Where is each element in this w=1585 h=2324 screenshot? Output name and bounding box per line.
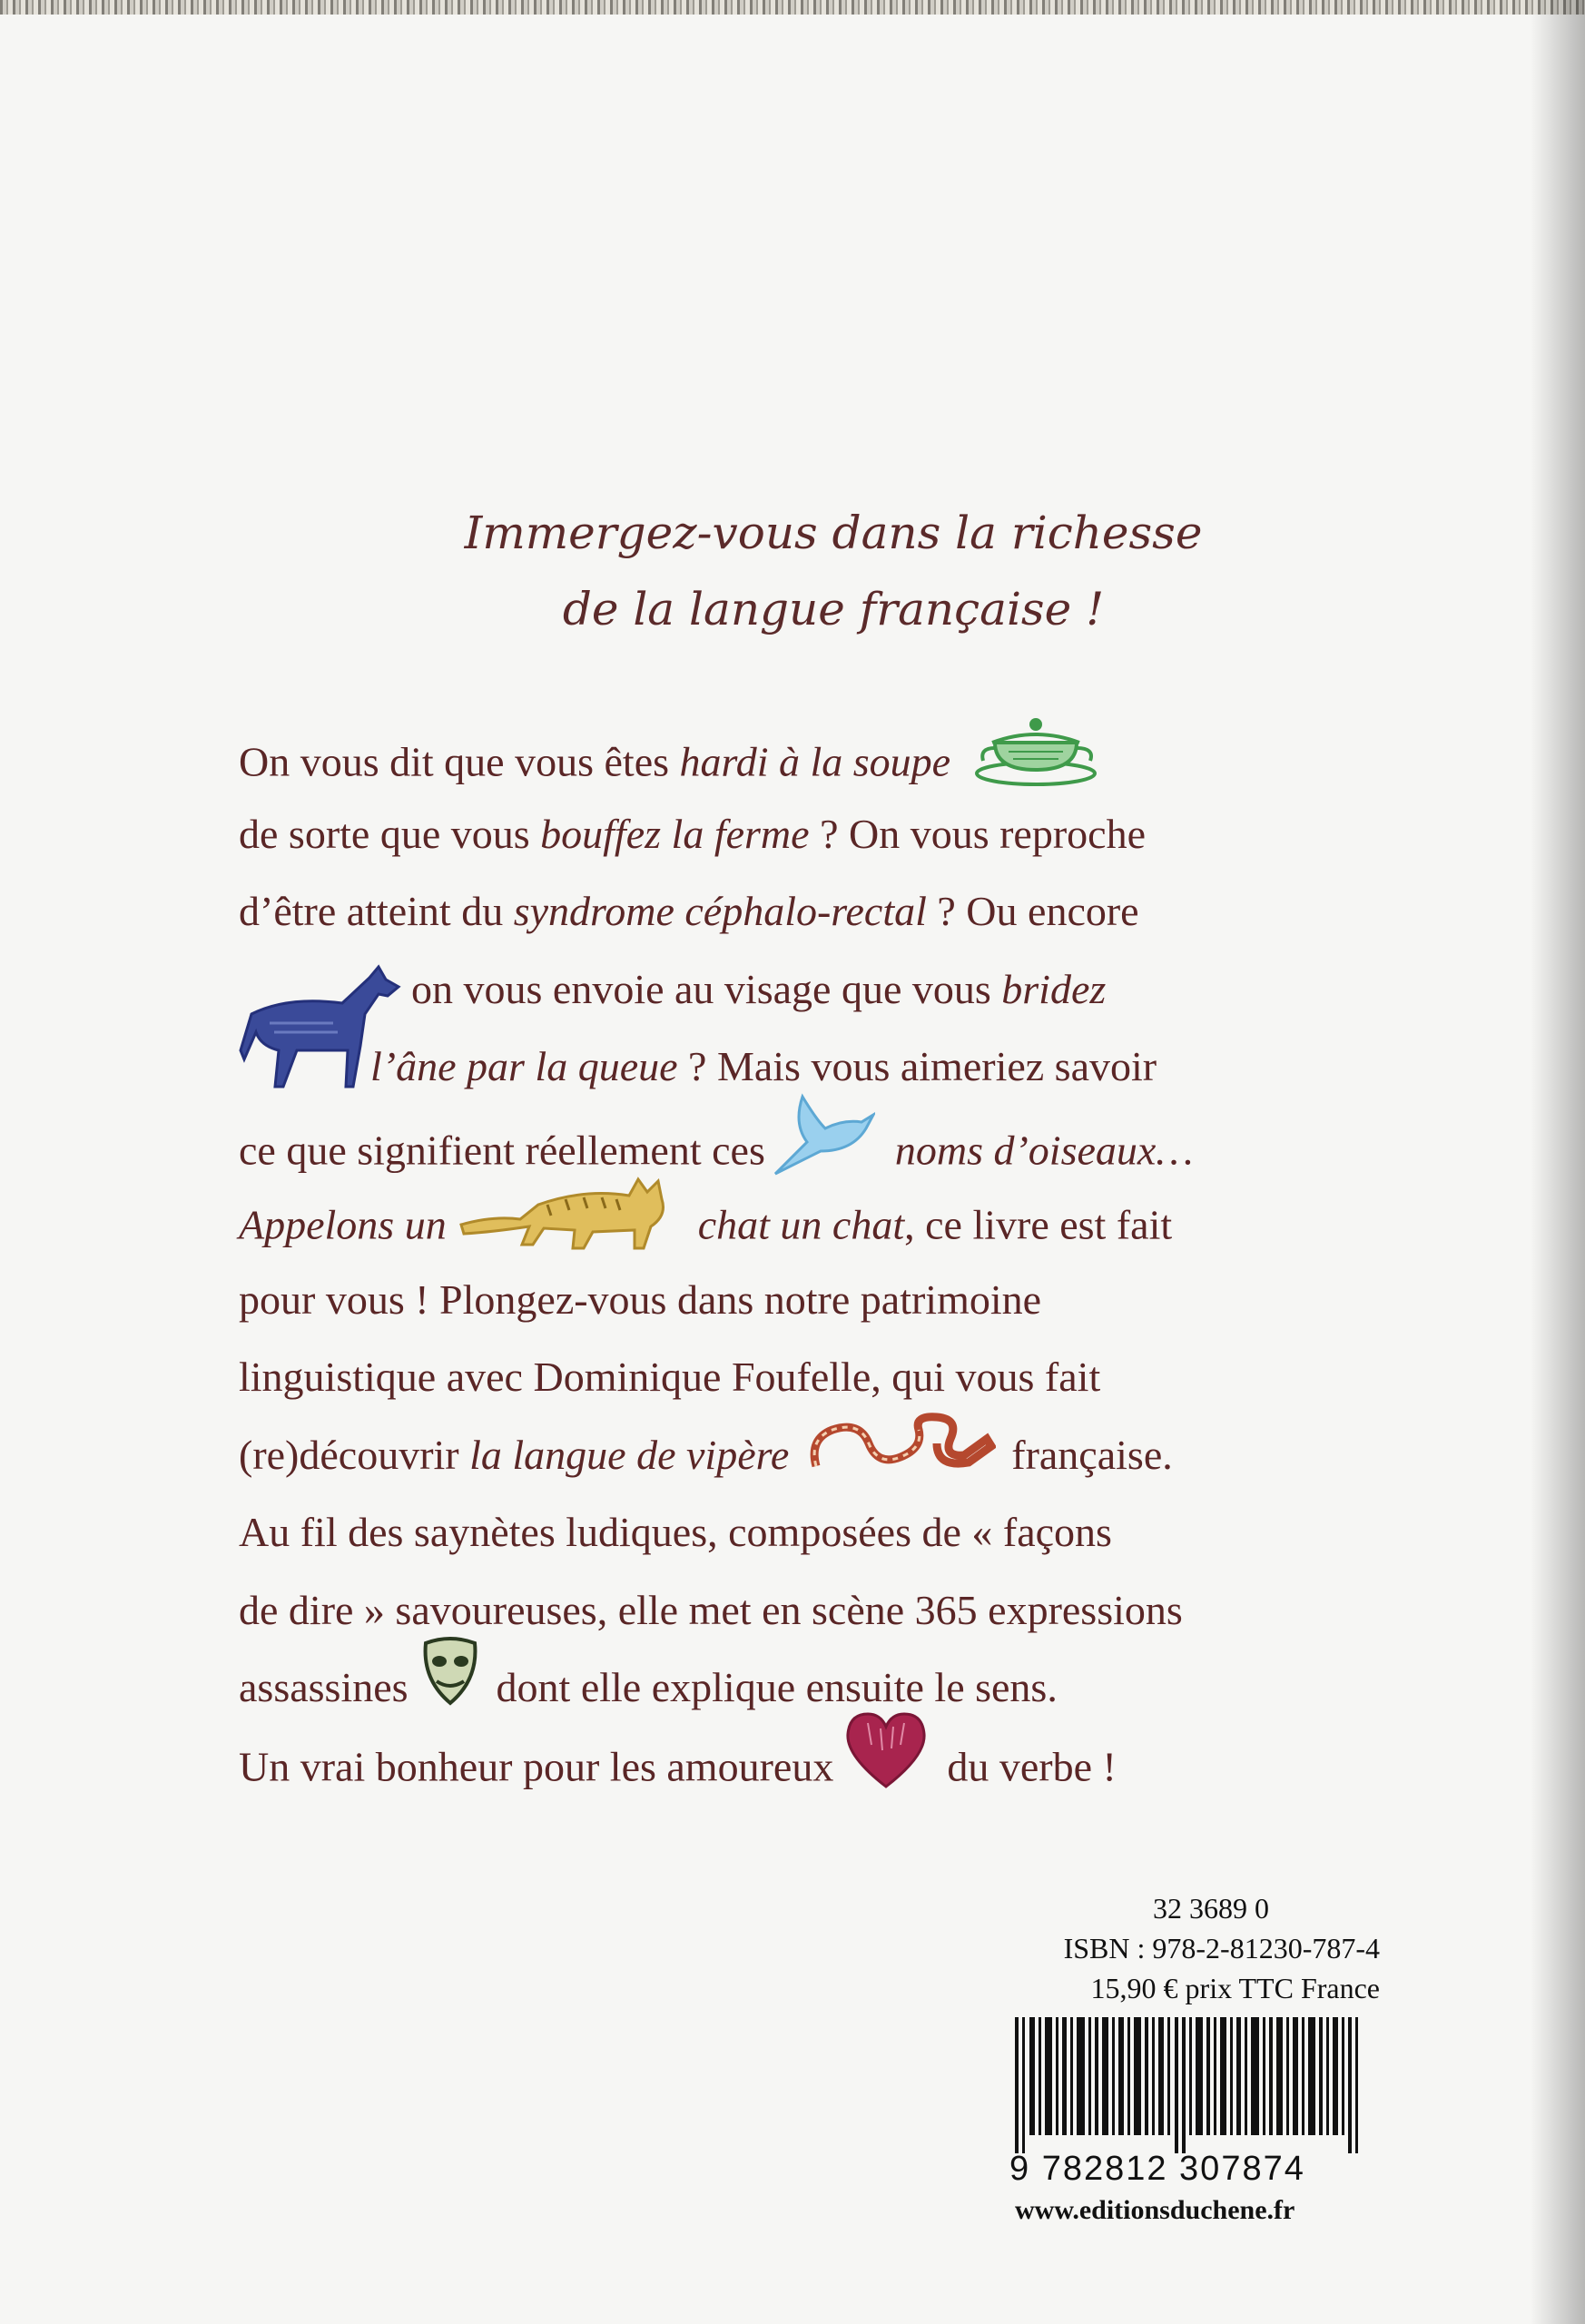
tagline-line-2: de la langue française !: [562, 583, 1105, 635]
blurb-line-2: de sorte que vous bouffez la ferme ? On vous reproche: [239, 810, 1146, 857]
blurb-line-11: Au fil des saynètes ludiques, composées de « façons: [239, 1509, 1112, 1555]
blurb-line-12: de dire » savoureuses, elle met en scène 365 expressions: [239, 1586, 1183, 1633]
mask-icon: [418, 1634, 482, 1732]
heart-icon: [841, 1709, 931, 1816]
tagline: [0, 495, 1585, 647]
snake-icon: [805, 1403, 996, 1501]
blurb-line-5: l’âne par la queue ? Mais vous aimeriez savoir: [370, 1043, 1157, 1089]
cat-icon: [457, 1168, 674, 1275]
blurb: [239, 717, 1437, 1804]
barcode-digits: 9 782812 307874: [1009, 2150, 1305, 2188]
product-code: 32 3689 0: [1153, 1892, 1269, 1925]
cover-spine-edge: [1531, 0, 1585, 2324]
blurb-line-7: Appelons un chat un chat, ce livre est fait: [239, 1183, 1437, 1261]
blurb-line-4: on vous envoie au visage que vous bridez: [239, 950, 1437, 1029]
barcode: [1015, 2017, 1387, 2171]
blurb-line-1: On vous dit que vous êtes hardi à la soupe: [239, 717, 1437, 795]
blurb-line-8: pour vous ! Plongez-vous dans notre patrimoine: [239, 1275, 1042, 1323]
isbn-block: [1017, 1888, 1380, 2008]
blurb-line-3: d’être atteint du syndrome céphalo-rectal ? Ou encore: [239, 888, 1139, 934]
cover-top-edge: [0, 0, 1585, 15]
blurb-line-6: ce que signifient réellement ces noms d’oiseaux…: [239, 1106, 1437, 1184]
blurb-line-14: Un vrai bonheur pour les amoureux du verbe !: [239, 1727, 1437, 1805]
tagline-line-1: Immergez-vous dans la richesse: [464, 507, 1203, 559]
blurb-line-13: assassines dont elle explique ensuite le sens.: [239, 1649, 1437, 1727]
price: 15,90 € prix TTC France: [1090, 1972, 1380, 2004]
publisher-website: www.editionsduchene.fr: [1015, 2195, 1295, 2225]
isbn-number: ISBN : 978-2-81230-787-4: [1063, 1932, 1380, 1965]
blurb-line-10: (re)découvrir la langue de vipère française.: [239, 1416, 1437, 1494]
blurb-line-9: linguistique avec Dominique Foufelle, qui vous fait: [239, 1354, 1101, 1400]
